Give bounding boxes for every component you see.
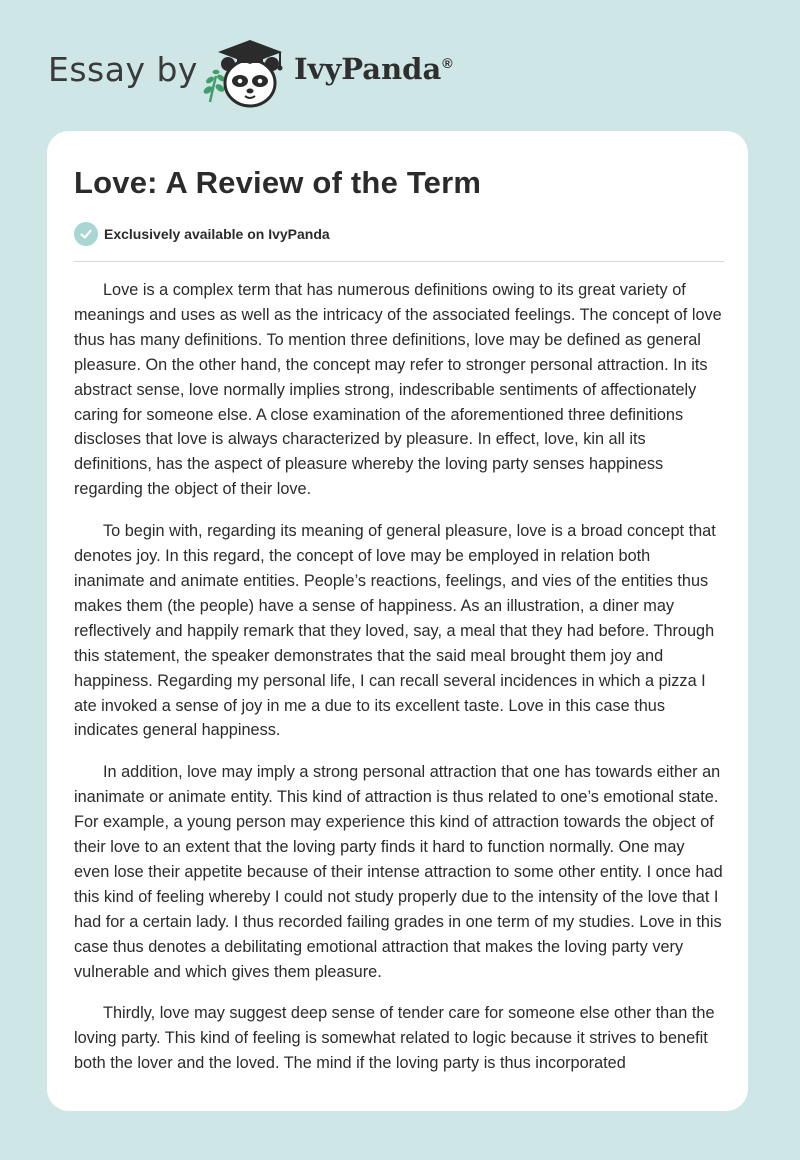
panda-logo-icon xyxy=(200,36,290,110)
registered-mark: ® xyxy=(442,55,453,72)
site-header xyxy=(0,0,800,130)
essay-card xyxy=(47,131,748,1111)
paragraph: Love is a complex term that has numerous definitions owing to its great variety of meanings and uses as well as the intricacy of the associated feelings. The concept of love thus has many definitions. To mention three definitions, love may be defined as general pleasure. On the other hand, the concept may refer to stronger personal attraction. In its abstract sense, love normally implies strong, indescribable sentiments of affectionately caring for someone else. A close examination of the aforementioned three definitions discloses that love is always characterized by pleasure. In effect, love, kin all its definitions, has the aspect of pleasure whereby the loving party senses happiness regarding the object of their love. xyxy=(74,281,722,499)
divider xyxy=(74,261,724,262)
paragraph: In addition, love may imply a strong personal attraction that one has towards either an inanimate or animate entity. This kind of attraction is thus related to one’s emotional state. For example, a young person may experience this kind of attraction towards the object of their love to an extent that the loving party finds it hard to function normally. One may even lose their appetite because of their intense attraction to some other entity. I once had this kind of feeling whereby I could not study properly due to the intensity of the love that I had for a certain lady. I thus recorded failing grades in one term of my studies. Love in this case thus denotes a debilitating emotional attraction that makes the loving party very vulnerable and which gives them pleasure. xyxy=(74,763,723,981)
exclusive-badge-label: Exclusively available on IvyPanda xyxy=(104,226,330,242)
essay-body xyxy=(74,278,724,1093)
checkmark-icon xyxy=(74,222,98,246)
page-title: Love: A Review of the Term xyxy=(74,165,482,200)
paragraph: To begin with, regarding its meaning of general pleasure, love is a broad concept that denotes joy. In this regard, the concept of love may be employed in relation both inanimate and animate entities. People’s reactions, feelings, and vies of the entities thus makes them (the people) have a sense of happiness. As an illustration, a diner may reflectively and happily remark that they loved, say, a meal that they had before. Through this statement, the speaker demonstrates that the said meal brought them joy and happiness. Regarding my personal life, I can recall several incidences in which a pizza I ate invoked a sense of joy in me a due to its excellent taste. Love in this case thus indicates general happiness. xyxy=(74,522,716,740)
brand-name xyxy=(294,52,453,86)
paragraph: Thirdly, love may suggest deep sense of tender care for someone else other than the loving party. This kind of feeling is somewhat related to logic because it strives to benefit both the lover and the loved. The mind if the loving party is thus incorporated xyxy=(74,1004,715,1073)
brand-name-text: IvyPanda xyxy=(294,52,442,86)
exclusive-badge xyxy=(74,222,330,246)
essay-by-label: Essay by xyxy=(48,50,198,89)
